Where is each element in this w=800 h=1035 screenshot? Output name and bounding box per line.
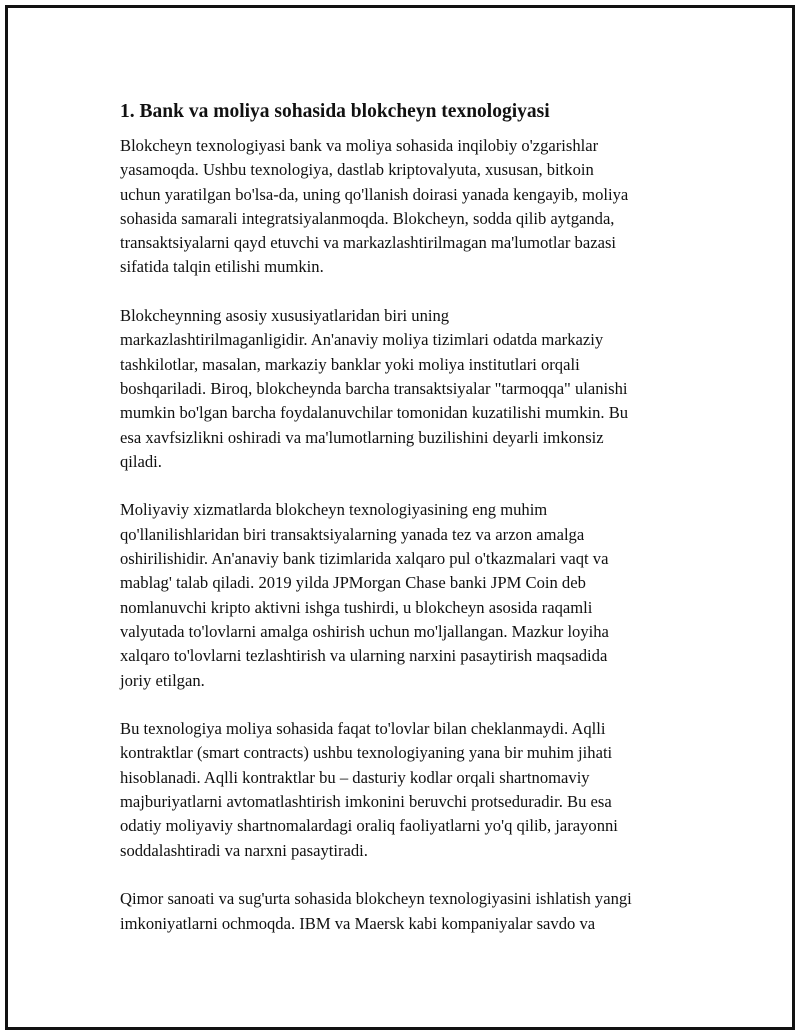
text-line: qiladi. bbox=[120, 451, 162, 471]
text-line: Bu texnologiya moliya sohasida faqat to'lovlar bilan cheklanmaydi. Aqlli bbox=[120, 719, 606, 739]
section-heading: 1. Bank va moliya sohasida blokcheyn texnologiyasi bbox=[120, 101, 550, 122]
text-line: Blokcheyn texnologiyasi bank va moliya sohasida inqilobiy o'zgarishlar bbox=[120, 136, 599, 155]
document-body bbox=[120, 100, 710, 960]
text-line: kontraktlar (smart contracts) ushbu texnologiyaning yana bir muhim jihati bbox=[120, 743, 613, 763]
paragraph-5 bbox=[120, 887, 710, 936]
text-line: xalqaro to'lovlarni tezlashtirish va ularning narxini pasaytirish maqsadida bbox=[120, 646, 608, 666]
text-line: mumkin bo'lgan barcha foydalanuvchilar tomonidan kuzatilishi mumkin. Bu bbox=[120, 403, 629, 423]
text-line: yasamoqda. Ushbu texnologiya, dastlab kriptovalyuta, xususan, bitkoin bbox=[120, 160, 594, 180]
text-line: Moliyaviy xizmatlarda blokcheyn texnologiyasining eng muhim bbox=[120, 500, 548, 520]
text-line: majburiyatlarni avtomatlashtirish imkonini beruvchi protseduradir. Bu esa bbox=[120, 792, 612, 812]
text-line: transaktsiyalarni qayd etuvchi va markazlashtirilmagan ma'lumotlar bazasi bbox=[120, 233, 617, 253]
text-line: imkoniyatlarni ochmoqda. IBM va Maersk kabi kompaniyalar savdo va bbox=[120, 913, 596, 933]
text-line: odatiy moliyaviy shartnomalardagi oraliq faoliyatlarni yo'q qilib, jarayonni bbox=[120, 816, 618, 836]
text-line: Qimor sanoati va sug'urta sohasida blokcheyn texnologiyasini ishlatish yangi bbox=[120, 889, 632, 909]
text-line: hisoblanadi. Aqlli kontraktlar bu – dasturiy kodlar orqali shartnomaviy bbox=[120, 767, 590, 787]
text-line: markazlashtirilmaganligidir. An'anaviy moliya tizimlari odatda markaziy bbox=[120, 330, 604, 350]
text-line: valyutada to'lovlarni amalga oshirish uchun mo'ljallangan. Mazkur loyiha bbox=[120, 621, 609, 641]
text-line: joriy etilgan. bbox=[120, 670, 205, 690]
text-line: oshirilishidir. An'anaviy bank tizimlarida xalqaro pul o'tkazmalari vaqt va bbox=[120, 549, 609, 569]
text-line: esa xavfsizlikni oshiradi va ma'lumotlarning buzilishini deyarli imkonsiz bbox=[120, 427, 604, 447]
page-frame bbox=[5, 5, 795, 1030]
text-line: qo'llanilishlaridan biri transaktsiyalarning yanada tez va arzon amalga bbox=[120, 524, 585, 544]
text-line: mablag' talab qiladi. 2019 yilda JPMorgan Chase banki JPM Coin deb bbox=[120, 573, 586, 593]
text-line: tashkilotlar, masalan, markaziy banklar yoki moliya institutlari orqali bbox=[120, 354, 580, 374]
paragraph-1 bbox=[120, 134, 710, 280]
text-line: boshqariladi. Biroq, blokcheynda barcha transaktsiyalar "tarmoqqa" ulanishi bbox=[120, 378, 628, 398]
paragraph-4 bbox=[120, 717, 710, 863]
text-line: soddalashtiradi va narxni pasaytiradi. bbox=[120, 840, 368, 860]
paragraph-3 bbox=[120, 498, 710, 692]
text-line: uchun yaratilgan bo'lsa-da, uning qo'llanish doirasi yanada kengayib, moliya bbox=[120, 184, 629, 204]
text-line: Blokcheynning asosiy xususiyatlaridan biri uning bbox=[120, 306, 450, 326]
text-line: sohasida samarali integratsiyalanmoqda. Blokcheyn, sodda qilib aytganda, bbox=[120, 208, 615, 228]
text-line: nomlanuvchi kripto aktivni ishga tushirdi, u blokcheyn asosida raqamli bbox=[120, 597, 593, 617]
text-line: sifatida talqin etilishi mumkin. bbox=[120, 257, 324, 277]
paragraph-2 bbox=[120, 304, 710, 474]
